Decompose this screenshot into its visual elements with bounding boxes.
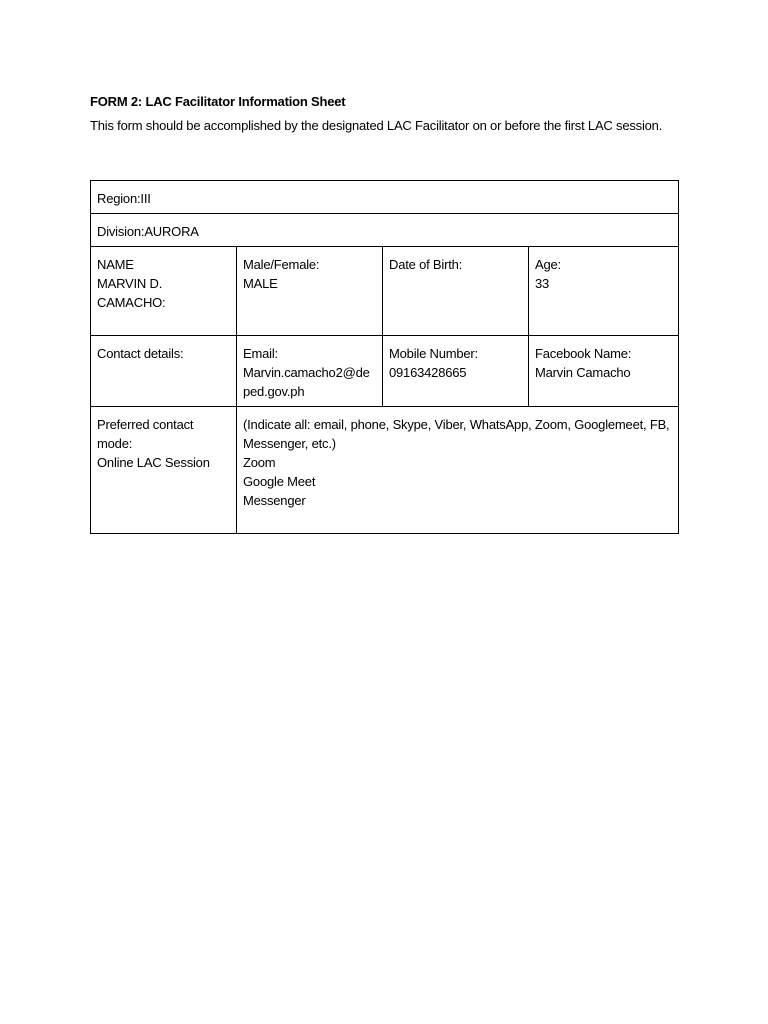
preferred-mode-label: Preferred contact mode: — [97, 417, 194, 451]
name-cell — [91, 247, 237, 336]
contact-modes-cell — [237, 407, 679, 534]
age-value: 33 — [535, 276, 550, 291]
facebook-label: Facebook Name: — [535, 346, 632, 361]
sex-label: Male/Female: — [243, 257, 320, 272]
table-row-division — [91, 214, 679, 247]
table-row-person — [91, 247, 679, 336]
form-title: FORM 2: LAC Facilitator Information Sheet — [90, 94, 346, 109]
division-cell: Division:AURORA — [91, 214, 679, 247]
mobile-cell — [383, 336, 529, 407]
facebook-value: Marvin Camacho — [535, 365, 631, 380]
facebook-cell — [529, 336, 679, 407]
facilitator-info-table — [90, 180, 679, 534]
email-value: Marvin.camacho2@deped.gov.ph — [243, 365, 370, 399]
name-value-line2: CAMACHO: — [97, 295, 166, 310]
mobile-label: Mobile Number: — [389, 346, 478, 361]
sex-cell — [237, 247, 383, 336]
preferred-mode-value: Online LAC Session — [97, 455, 210, 470]
name-label: NAME — [97, 257, 134, 272]
contact-label: Contact details: — [97, 346, 184, 361]
age-label: Age: — [535, 257, 561, 272]
mobile-value: 09163428665 — [389, 365, 467, 380]
name-value-line1: MARVIN D. — [97, 276, 163, 291]
sex-value: MALE — [243, 276, 278, 291]
region-cell: Region:III — [91, 181, 679, 214]
age-cell — [529, 247, 679, 336]
email-cell — [237, 336, 383, 407]
table-row-region — [91, 181, 679, 214]
table-row-contact — [91, 336, 679, 407]
email-label: Email: — [243, 346, 278, 361]
form-description: This form should be accomplished by the designated LAC Facilitator on or before the first LAC session. — [90, 118, 663, 133]
preferred-mode-cell — [91, 407, 237, 534]
contact-mode-item: Google Meet — [243, 474, 316, 489]
contact-modes-instructions: (Indicate all: email, phone, Skype, Viber, WhatsApp, Zoom, Googlemeet, FB, Messenger, etc.) — [243, 417, 670, 451]
birth-label: Date of Birth: — [389, 257, 463, 272]
contact-mode-item: Messenger — [243, 493, 306, 508]
contact-mode-item: Zoom — [243, 455, 276, 470]
table-row-contact-mode — [91, 407, 679, 534]
contact-label-cell — [91, 336, 237, 407]
birth-cell — [383, 247, 529, 336]
